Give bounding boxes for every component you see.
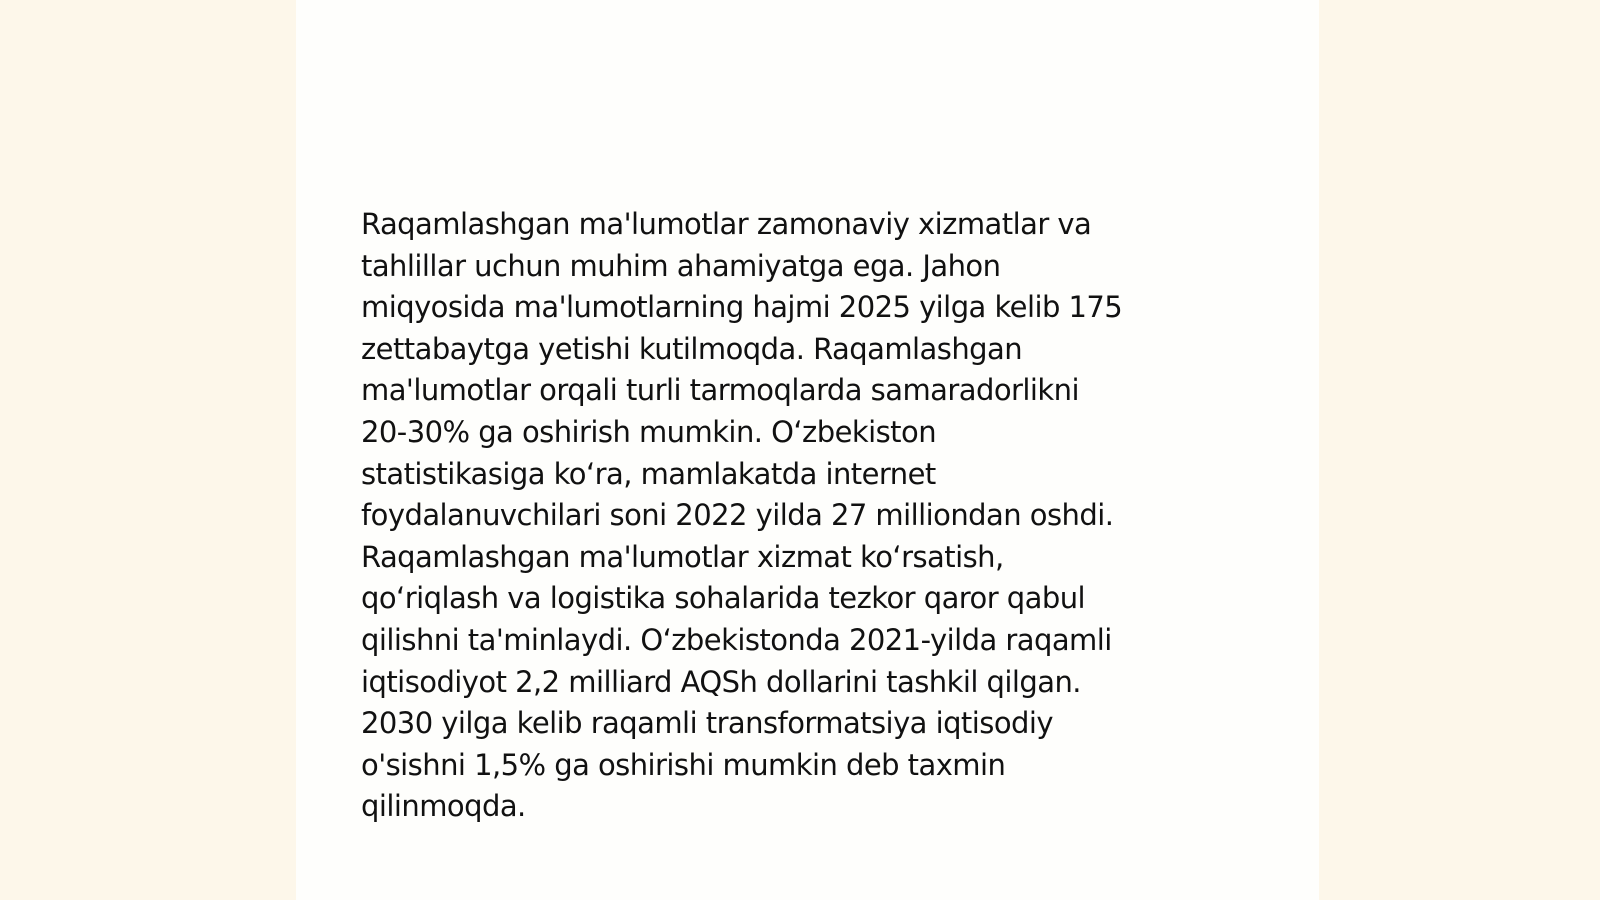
- paragraph-line-14: o'sishni 1,5% ga oshirishi mumkin deb taxmin: [361, 747, 1006, 782]
- document-page: [296, 0, 1319, 900]
- paragraph-line-2: tahlillar uchun muhim ahamiyatga ega. Jahon: [361, 248, 1001, 283]
- paragraph-line-15: qilinmoqda.: [361, 789, 526, 824]
- paragraph-line-8: foydalanuvchilari soni 2022 yilda 27 milliondan oshdi.: [361, 498, 1114, 533]
- paragraph-line-6: 20-30% ga oshirish mumkin. O‘zbekiston: [361, 414, 937, 449]
- paragraph-line-1: Raqamlashgan ma'lumotlar zamonaviy xizmatlar va: [361, 207, 1092, 241]
- paragraph-line-12: iqtisodiyot 2,2 milliard AQSh dollarini tashkil qilgan.: [361, 664, 1081, 699]
- paragraph-line-7: statistikasiga ko‘ra, mamlakatda internet: [361, 456, 936, 491]
- paragraph-line-9: Raqamlashgan ma'lumotlar xizmat ko‘rsatish,: [361, 539, 1004, 574]
- paragraph-line-11: qilishni ta'minlaydi. O‘zbekistonda 2021-yilda raqamli: [361, 622, 1112, 657]
- body-paragraph: [361, 204, 1261, 828]
- paragraph-line-3: miqyosida ma'lumotlarning hajmi 2025 yilga kelib 175: [361, 290, 1123, 325]
- paragraph-line-13: 2030 yilga kelib raqamli transformatsiya iqtisodiy: [361, 706, 1053, 741]
- paragraph-line-4: zettabaytga yetishi kutilmoqda. Raqamlashgan: [361, 331, 1023, 366]
- paragraph-line-10: qo‘riqlash va logistika sohalarida tezkor qaror qabul: [361, 581, 1086, 616]
- paragraph-line-5: ma'lumotlar orqali turli tarmoqlarda samaradorlikni: [361, 373, 1079, 408]
